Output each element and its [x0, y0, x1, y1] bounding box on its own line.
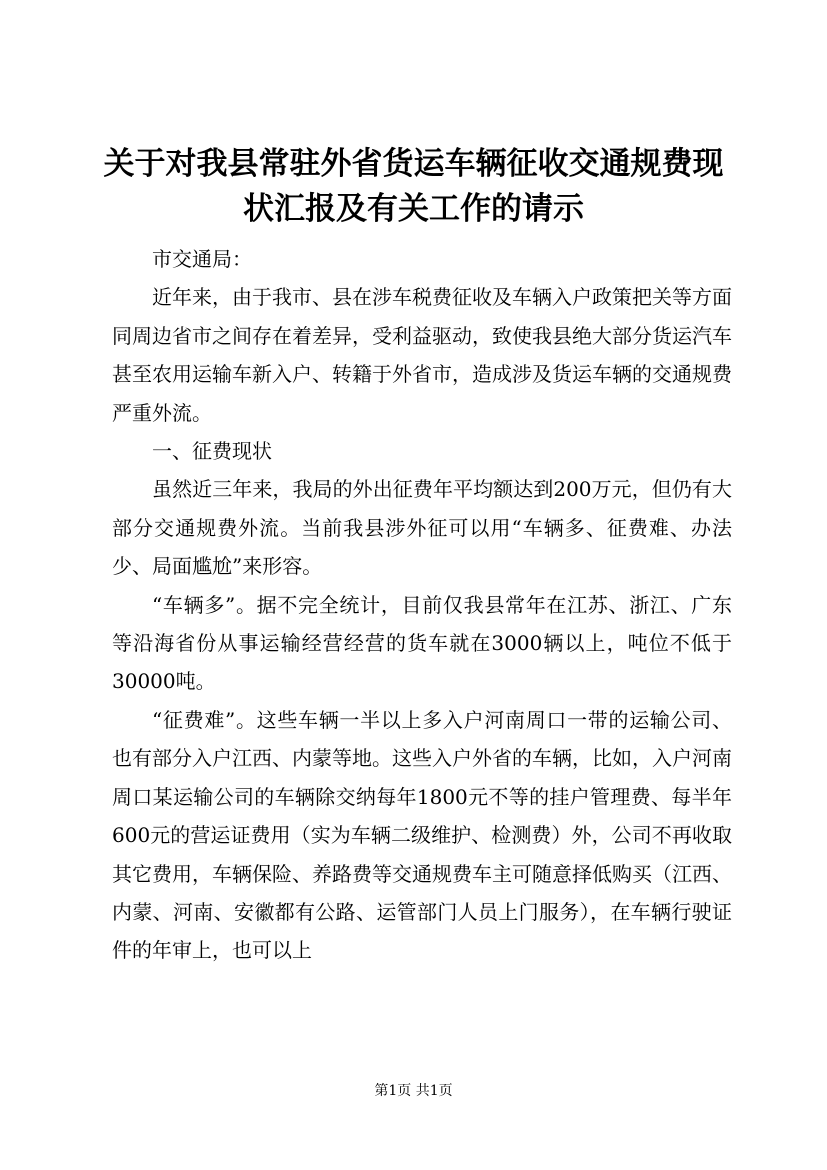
- page-footer: 第1页 共1页: [374, 1083, 453, 1099]
- title-line-2: 状汇报及有关工作的请示: [243, 191, 584, 227]
- paragraph-many-vehicles: “车辆多”。据不完全统计，目前仅我县常年在江苏、浙江、广东等沿海省份从事运输经营经营的货车就在3000辆以上，吨位不低于30000吨。: [112, 592, 732, 694]
- paragraph-status: 虽然近三年来，我局的外出征费年平均额达到200万元，但仍有大部分交通规费外流。当前我县涉外征可以用“车辆多、征费难、办法少、局面尴尬”来形容。: [112, 477, 732, 579]
- document-title: [0, 142, 827, 232]
- title-line-1: 关于对我县常驻外省货运车辆征收交通规费现: [103, 146, 724, 182]
- document-body: [112, 240, 732, 970]
- section-heading: 一、征费现状: [152, 439, 272, 464]
- salutation: 市交通局：: [152, 247, 252, 271]
- paragraph-fee-difficulty: “征费难”。这些车辆一半以上多入户河南周口一带的运输公司、也有部分入户江西、内蒙等地。这些入户外省的车辆，比如，入户河南周口某运输公司的车辆除交纳每年1800元不等的挂户管理费、每半年600元的营运证费用（实为车辆二级维护、检测费）外，公司不再收取其它费用，车辆保险、养路费等交通规费车主可随意择低购买（江西、内蒙、河南、安徽都有公路、运管部门人员上门服务），在车辆行驶证件的年审上，也可以上: [112, 707, 732, 963]
- paragraph-intro: 近年来，由于我市、县在涉车税费征收及车辆入户政策把关等方面同周边省市之间存在着差异，受利益驱动，致使我县绝大部分货运汽车甚至农用运输车新入户、转籍于外省市，造成涉及货运车辆的交通规费严重外流。: [112, 285, 732, 425]
